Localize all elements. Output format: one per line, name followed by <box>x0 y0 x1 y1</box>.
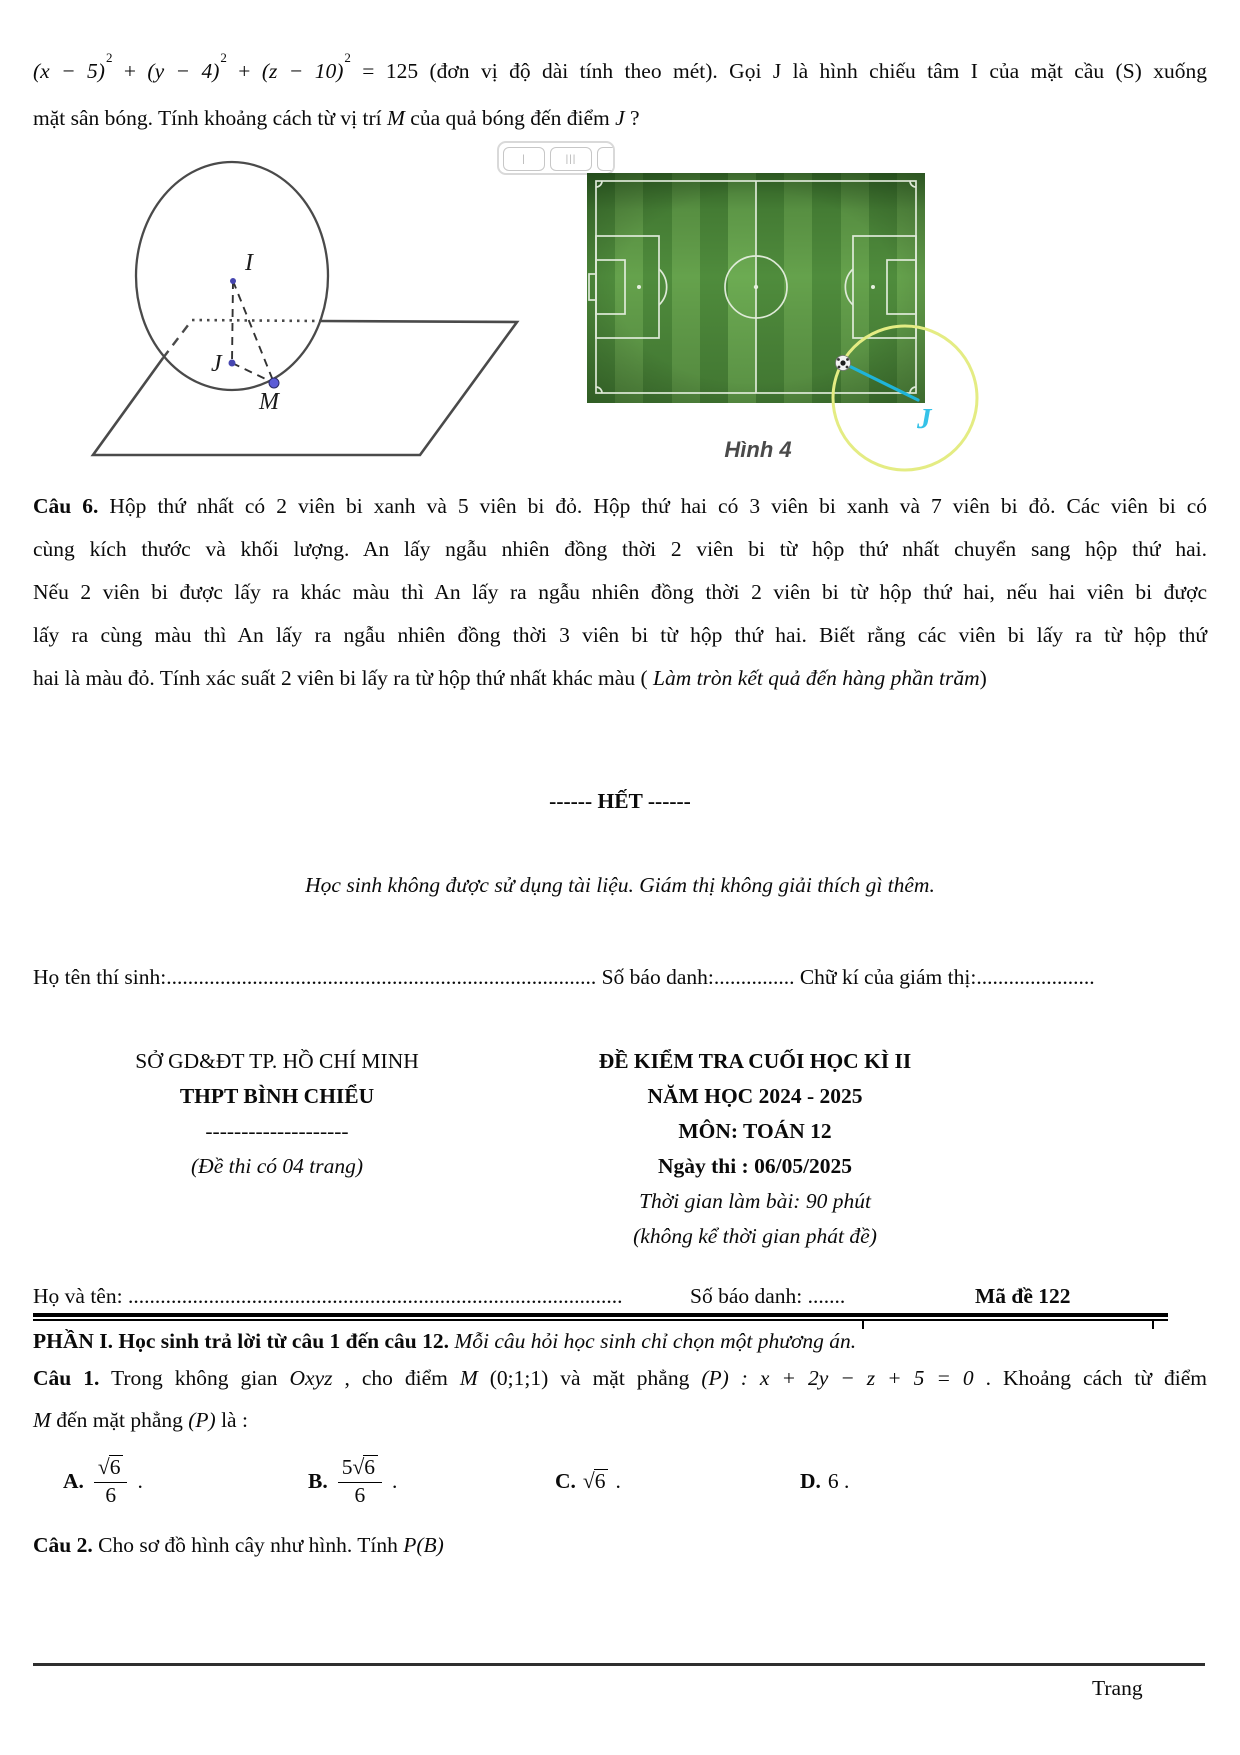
formula-term-y: (y − 4) <box>147 59 220 84</box>
candidate-name-field: ................................................................................ <box>166 965 597 989</box>
formula-term-x: (x − 5) <box>33 59 105 84</box>
option-b <box>308 1444 397 1518</box>
separator-tick <box>1152 1320 1154 1329</box>
radicand: 6 <box>363 1455 378 1479</box>
option-a-period: . <box>137 1468 143 1493</box>
candidate-sign-label: Chữ kí của giám thị: <box>794 965 977 989</box>
cau6-line-4 <box>33 623 1207 648</box>
center-spot <box>754 285 758 289</box>
candidate-sbd-field: ............... <box>713 965 795 989</box>
penalty-spot-right <box>871 285 875 289</box>
intro-line-2-text: mặt sân bóng. Tính khoảng cách từ vị trí <box>33 106 387 130</box>
cau6-line-3 <box>33 580 1207 605</box>
separator-tick <box>862 1320 864 1329</box>
option-a-fraction <box>94 1455 128 1506</box>
cau1-math: M <box>33 1408 51 1432</box>
label-i: I <box>245 250 253 276</box>
cau6-text: lấy ra cùng màu thì An lấy ra ngẫu nhiên đồng thời 3 viên bi từ hộp thứ hai. Biết rằng các viên bi lấy ra từ hộp thứ <box>33 623 1207 647</box>
exam-title: ĐỀ KIỂM TRA CUỐI HỌC KÌ II <box>598 1049 912 1073</box>
duration: Thời gian làm bài: 90 phút <box>639 1189 871 1213</box>
cau1-math: (P) <box>188 1408 216 1432</box>
header-right <box>565 1044 945 1254</box>
option-d-label: D. <box>800 1468 821 1493</box>
denominator: 6 <box>354 1482 366 1507</box>
radicand: 6 <box>109 1455 124 1479</box>
point-m <box>269 378 279 388</box>
part1-bold: PHẦN I. Học sinh trả lời từ câu 1 đến câu 12. <box>33 1329 449 1353</box>
name-label: Họ và tên: <box>33 1284 128 1308</box>
cau1-text: đến mặt phẳng <box>50 1408 189 1432</box>
intro-line-1-text: (đơn vị độ dài tính theo mét). Gọi J là hình chiếu tâm I của mặt cầu (S) xuống <box>418 59 1207 84</box>
exam-note: Học sinh không được sử dụng tài liệu. Giám thị không giải thích gì thêm. <box>305 873 935 897</box>
cau2-label: Câu 2. <box>33 1533 93 1557</box>
page-count-note: (Đề thi có 04 trang) <box>191 1154 363 1178</box>
exam-date: Ngày thi : 06/05/2025 <box>657 1154 853 1178</box>
separator-line <box>33 1313 1168 1321</box>
intro-line-2-text: ? <box>624 106 640 130</box>
candidate-name-label: Họ tên thí sinh: <box>33 965 167 989</box>
point-m-ref: M <box>387 106 405 130</box>
option-c-label: C. <box>555 1468 576 1493</box>
cau1-math: (P) : x + 2y − z + 5 = 0 <box>701 1366 974 1390</box>
formula-equals: = 125 <box>350 59 419 84</box>
exam-code: Mã đề 122 <box>975 1284 1071 1308</box>
coefficient: 5 <box>341 1455 353 1480</box>
plane-edge-dotted <box>192 320 319 321</box>
cau1-text: (0;1;1) và mặt phẳng <box>477 1366 702 1390</box>
option-a-label: A. <box>63 1468 84 1493</box>
cau6-text: ) <box>979 666 987 690</box>
cau6-line-2 <box>33 537 1207 562</box>
intro-line-2-text: của quả bóng đến điểm <box>404 106 616 130</box>
point-i <box>230 278 236 284</box>
divider-dashes: -------------------- <box>205 1119 349 1143</box>
formula-exp: 2 <box>105 50 113 65</box>
part1-heading <box>33 1329 1207 1354</box>
point-j-ref: J <box>615 106 625 130</box>
cau2-math: P(B) <box>403 1533 444 1557</box>
option-c-period: . <box>615 1468 621 1493</box>
option-a <box>63 1444 143 1518</box>
cau6-text: Nếu 2 viên bi được lấy ra khác màu thì An lấy ra ngẫu nhiên đồng thời 2 viên bi từ hộp thứ hai, nếu hai viên bi được <box>33 580 1207 604</box>
formula-exp: 2 <box>344 50 351 65</box>
footer-rule <box>33 1663 1205 1666</box>
cau1-text: là : <box>215 1408 248 1432</box>
plane-outline <box>93 321 517 455</box>
plane-edge-hidden <box>163 320 192 358</box>
soccer-ball-icon <box>836 356 851 371</box>
toolbar-button[interactable]: | <box>503 147 545 171</box>
cau1-line-2 <box>33 1408 248 1433</box>
cau2-line <box>33 1533 444 1558</box>
intro-line-1 <box>33 50 1207 84</box>
name-row-sbd: Số báo danh: ....... <box>690 1284 846 1308</box>
toolbar-button[interactable]: ||| <box>550 147 592 171</box>
intro-line-2 <box>33 106 640 131</box>
cau6-note-italic: Làm tròn kết quả đến hàng phần trăm <box>652 666 980 690</box>
option-d <box>800 1444 849 1518</box>
label-j-cyan: J <box>917 403 932 435</box>
cau6-line-1 <box>33 494 1207 519</box>
page-label: Trang <box>1092 1676 1143 1700</box>
cau1-math: M <box>459 1366 478 1390</box>
part1-italic: Mỗi câu hỏi học sinh chỉ chọn một phương án. <box>449 1329 857 1353</box>
cau1-text: , cho điểm <box>332 1366 460 1390</box>
radical-icon: √ <box>97 1455 110 1480</box>
label-j: J <box>211 351 222 377</box>
cau1-text: . Khoảng cách từ điểm <box>973 1366 1207 1390</box>
name-field: ............................................................................................ <box>127 1284 623 1308</box>
cau6-text: Hộp thứ nhất có 2 viên bi xanh và 5 viên bi đỏ. Hộp thứ hai có 3 viên bi xanh và 7 viên bi đỏ. Các viên bi có <box>98 494 1208 518</box>
school-name: THPT BÌNH CHIỂU <box>179 1084 375 1108</box>
cau2-text: Cho sơ đồ hình cây như hình. Tính <box>92 1533 404 1557</box>
cau6-label: Câu 6. <box>33 494 99 518</box>
cau6-text: cùng kích thước và khối lượng. An lấy ngẫu nhiên đồng thời 2 viên bi từ hộp thứ nhất chuyển sang hộp thứ hai. <box>33 537 1207 561</box>
cau1-line-1 <box>33 1366 1207 1391</box>
cau1-text: Trong không gian <box>99 1366 290 1390</box>
radicand: 6 <box>594 1469 609 1493</box>
penalty-spot-left <box>637 285 641 289</box>
name-row-name <box>33 1284 622 1309</box>
denominator: 6 <box>105 1482 117 1507</box>
segment-im <box>233 281 274 383</box>
formula-plus: + <box>112 59 148 84</box>
field-image <box>587 173 925 403</box>
formula-exp: 2 <box>220 50 227 65</box>
radical-icon: √ <box>582 1468 595 1493</box>
sphere-plane-figure <box>35 130 535 465</box>
cau6-line-5 <box>33 666 1207 691</box>
radical-icon: √ <box>352 1455 365 1480</box>
candidate-info-line <box>33 965 1207 990</box>
formula-plus: + <box>226 59 262 84</box>
end-marker: ------ HẾT ------ <box>549 789 691 813</box>
segment-ij <box>232 281 233 363</box>
subject: MÔN: TOÁN 12 <box>678 1119 832 1143</box>
candidate-sbd-label: Số báo danh: <box>596 965 714 989</box>
department-name: SỞ GD&ĐT TP. HỒ CHÍ MINH <box>135 1049 419 1073</box>
option-b-period: . <box>392 1468 398 1493</box>
school-year: NĂM HỌC 2024 - 2025 <box>647 1084 863 1108</box>
option-d-value: 6 . <box>827 1468 850 1493</box>
header-left <box>117 1044 437 1184</box>
cau1-label: Câu 1. <box>33 1366 100 1390</box>
point-j <box>229 360 236 367</box>
formula-term-z: (z − 10) <box>261 59 344 84</box>
option-c <box>555 1444 621 1518</box>
cau1-math: Oxyz <box>289 1366 333 1390</box>
candidate-sign-field: ...................... <box>976 965 1095 989</box>
label-m: M <box>259 389 279 415</box>
figure-caption: Hình 4 <box>724 437 792 462</box>
option-b-fraction <box>338 1455 382 1506</box>
option-b-label: B. <box>308 1468 328 1493</box>
cau6-text: hai là màu đỏ. Tính xác suất 2 viên bi lấy ra từ hộp thứ nhất khác màu ( <box>33 666 653 690</box>
duration-note: (không kể thời gian phát đề) <box>633 1224 877 1248</box>
